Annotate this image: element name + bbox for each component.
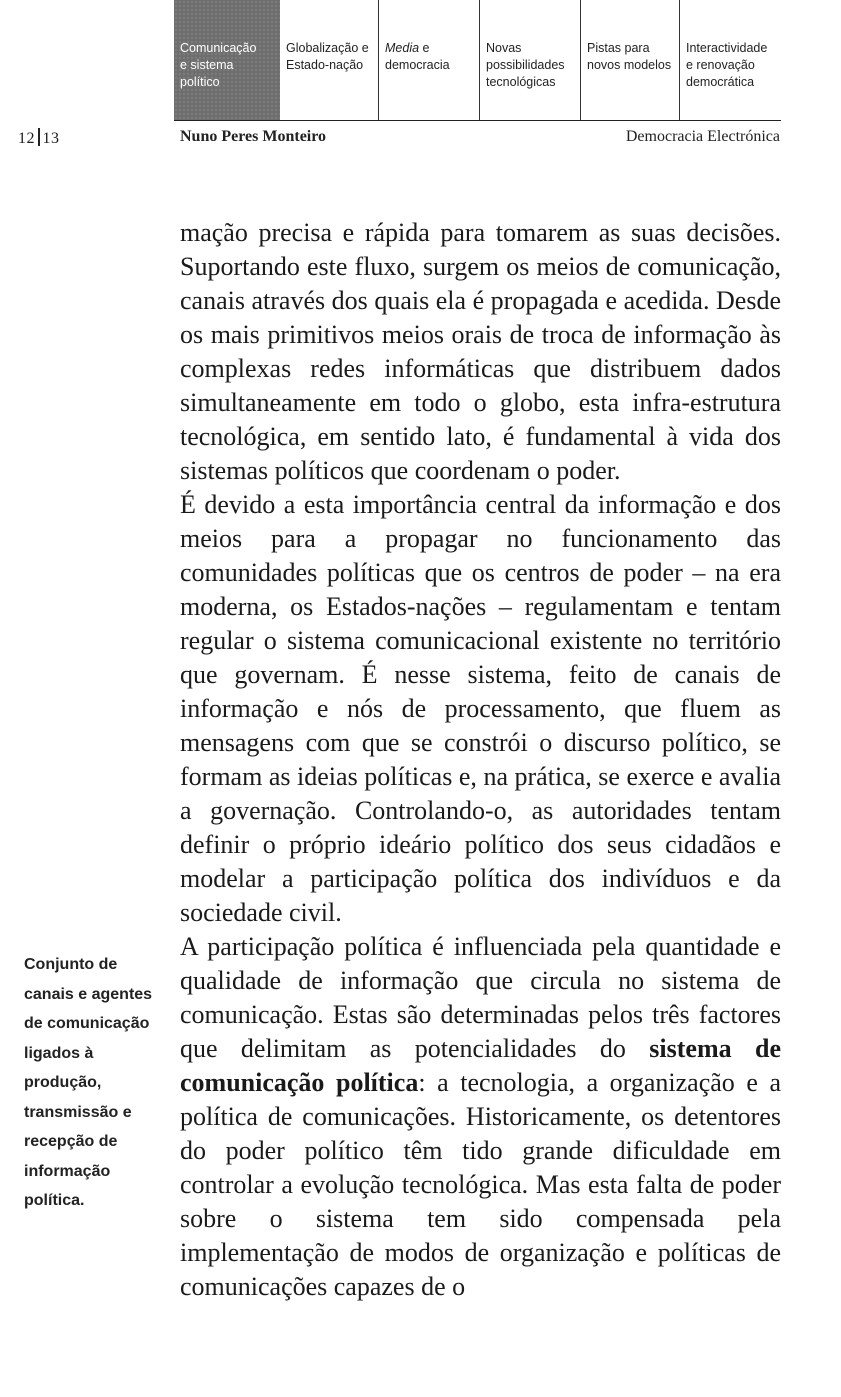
paragraph [180,930,781,1304]
running-head-title: Democracia Electrónica [625,128,780,145]
margin-definition-note: Conjunto de canais e agentes de comunicação ligados à produção, transmissão e recepção de informação política. [24,956,153,1209]
page-number-left: 12 [18,130,35,147]
chapter-tab-label: Pistas para novos modelos [587,41,672,72]
running-head-author: Nuno Peres Monteiro [180,128,327,145]
paragraph: É devido a esta importância central da informação e dos meios para a propagar no funcionamento das comunidades políticas que os centros de poder – na era moderna, os Estados-nações – regulamentam e tentam regular o sistema comunicacional existente no território que governam. É nesse sistema, feito de canais de informação e nós de processamento, que fluem as mensagens com que se constrói o discurso político, se formam as ideias políticas e, na prática, se exerce e avalia a governação. Controlando-o, as autoridades tentam definir o próprio ideário político dos seus cidadãos e modelar a participação política dos indivíduos e da sociedade civil. [180,490,781,927]
chapter-tab-label [385,40,475,74]
paragraph-text: A participação política é influenciada pela quantidade e qualidade de informação que circula no sistema de comunicação. Estas são determinadas pelos três factores que delimitam as potencialidades do [180,932,781,1063]
page-numbers [18,128,60,148]
chapter-tab-label-rest: e democracia [385,41,450,72]
chapter-tab-comunicacao[interactable] [174,0,280,120]
chapter-tab-pistas[interactable] [581,0,680,120]
chapter-tab-media[interactable] [379,0,480,120]
paragraph: mação precisa e rápida para tomarem as suas decisões. Suportando este fluxo, surgem os meios de comunicação, canais através dos quais ela é propagada e acedida. Desde os mais primitivos meios orais de troca de informação às complexas redes informáticas que distribuem dados simultaneamente em todo o globo, esta infra-estrutura tecnológica, em sentido lato, é fundamental à vida dos sistemas políticos que coordenam o poder. [180,218,781,485]
chapter-tab-novas-possibilidades[interactable] [480,0,581,120]
body-text [180,216,781,1304]
page-number-right: 13 [42,130,60,147]
chapter-navigation [174,0,781,121]
paragraph-text: : a tecnologia, a organização e a política de comunicações. Historicamente, os detentores do poder político têm tido grande dificuldade em controlar a evolução tecnológica. Mas esta falta de poder sobre o sistema tem sido compensada pela implementação de modos de organização e políticas de comunicações capazes de o [180,1068,781,1301]
chapter-tab-interactividade[interactable] [680,0,781,120]
chapter-tab-label: Globalização e Estado-nação [286,41,369,72]
chapter-tab-label: Interactividade e renovação democrática [686,41,768,89]
page-number-divider [38,128,40,146]
glossary-term: sistema de comunicação política [180,1034,781,1097]
chapter-tab-label-emphasis: Media [385,41,420,55]
chapter-tab-globalizacao[interactable] [280,0,379,120]
chapter-tab-label: Novas possibilidades tecnológicas [486,41,565,89]
chapter-tab-label: Comunicação e sistema político [180,41,257,89]
